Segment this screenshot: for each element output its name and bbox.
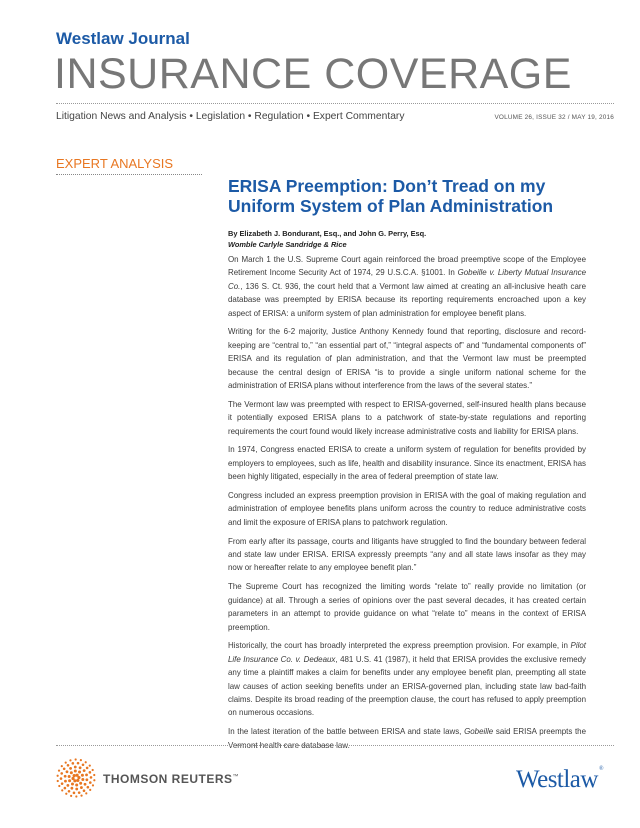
logo-dot (77, 776, 80, 779)
logo-dot (74, 770, 77, 773)
logo-dot (64, 787, 67, 790)
logo-dot (73, 792, 76, 795)
logo-dot (75, 758, 77, 760)
logo-dot (75, 788, 78, 791)
volume-issue: VOLUME 26, ISSUE 32 / MAY 19, 2016 (494, 114, 614, 121)
header-divider (56, 103, 614, 104)
logo-dot (70, 787, 73, 790)
footer-divider (56, 745, 614, 746)
logo-dot (68, 790, 71, 793)
logo-dot (67, 764, 70, 767)
paragraph-2: Writing for the 6-2 majority, Justice Anthony Kennedy found that reporting, disclosure and record-keeping are “central to,” “an essential part of,” “integral aspects of” and “fundamental components of” ERISA and its regulation of plan administration, and that the Vermont law must be preempted because the central design of ERISA “is to provide a single uniform national scheme for the administration of ERISA plans without interference from the laws of the several states.” (228, 327, 586, 391)
thomson-reuters-logo-icon (56, 758, 96, 798)
logo-dot (58, 785, 60, 787)
logo-dot (61, 789, 63, 791)
logo-dot (82, 763, 85, 766)
paragraph-8: Historically, the court has broadly interpreted the express preemption provision. For example, in Pilot Life Insurance Co. v. Dedeaux, 481 U.S. 41 (1987), it held that ERISA provides the exclusive remedy any time a plaintiff makes a claim for benefits under any employee benefit plan, preempting all state law causes of action seeking benefits under an ERISA-governed plan, including state law bad-faith claims. Despite its broad reading of the preemption clause, the court has refused to apply preemption on numerous occasions. (228, 641, 586, 718)
logo-dot (63, 768, 66, 771)
article-headline: ERISA Preemption: Don’t Tread on my Uniform System of Plan Administration (228, 176, 554, 216)
logo-dot (80, 795, 82, 797)
logo-dot (68, 775, 71, 778)
paragraph-7: The Supreme Court has recognized the limiting words “relate to” really provide no limitation (or guidance) at all. Through a series of opinions over the past several decades, it has created certain parameters in an attempt to provide guidance on what “relate to” means in the context of ERISA preemption. (228, 582, 586, 632)
logo-dot (69, 767, 72, 770)
logo-dot (70, 795, 72, 797)
byline-authors: By Elizabeth J. Bondurant, Esq., and John G. Perry, Esq. (228, 229, 427, 238)
paragraph-9: In the latest iteration of the battle between ERISA and state laws, Gobeille said ERISA preempts the Vermont health care database law. (228, 727, 587, 750)
publication-title: INSURANCE COVERAGE (54, 50, 572, 98)
publisher-name: Westlaw Journal (56, 29, 190, 48)
byline (228, 228, 426, 250)
logo-dot (58, 770, 60, 772)
paragraph-5: Congress included an express preemption provision in ERISA with the goal of making regulation and administration of employee benefits plans uniform across the country to reduce administrative costs and limit the exposure of ERISA plans to patchwork regulation. (228, 491, 586, 527)
logo-dot (79, 782, 82, 785)
logo-dot (74, 766, 77, 769)
logo-dot (93, 774, 95, 776)
logo-dot (65, 793, 67, 795)
logo-dot (78, 791, 81, 794)
logo-dot (64, 780, 67, 783)
logo-dot (89, 765, 91, 767)
logo-dot (89, 771, 92, 774)
logo-dot (80, 759, 82, 761)
logo-dot (64, 775, 67, 778)
byline-firm: Womble Carlyle Sandridge & Rice (228, 240, 347, 249)
logo-dot (72, 762, 75, 765)
logo-dot (86, 767, 89, 770)
logo-dot (60, 772, 63, 775)
logo-dot (93, 779, 95, 781)
logo-dot (87, 786, 90, 789)
logo-dot (79, 766, 82, 769)
logo-dot (85, 778, 88, 781)
logo-dot (66, 784, 69, 787)
thomson-reuters-wordmark: THOMSON REUTERS™ (103, 772, 240, 786)
section-label: EXPERT ANALYSIS (56, 156, 174, 171)
logo-dot (81, 774, 84, 777)
logo-dot (75, 795, 77, 797)
paragraph-3: The Vermont law was preempted with respect to ERISA-governed, self-insured health plans because it potentially exposed ERISA plans to a patchwork of state-by-state regulations and reporting requirements the court found would likely increase administrative costs and liability for ERISA plans. (228, 399, 586, 436)
logo-dot (85, 773, 88, 776)
logo-dot (83, 769, 86, 772)
logo-dot (92, 769, 94, 771)
logo-dot (69, 759, 71, 761)
logo-dot (85, 761, 87, 763)
logo-dot (89, 781, 92, 784)
logo-dot (71, 783, 74, 786)
logo-dot (70, 771, 73, 774)
case-name: Gobeille v. Liberty Mutual Insurance Co. (228, 268, 586, 291)
case-name: Gobeille (464, 727, 494, 737)
logo-dot (57, 775, 59, 777)
logo-dot (85, 792, 87, 794)
logo-dot (57, 780, 59, 782)
logo-dot (90, 776, 93, 779)
logo-dot (92, 784, 94, 786)
logo-dot (65, 762, 67, 764)
logo-dot (61, 782, 64, 785)
logo-dot (77, 762, 80, 765)
logo-dot (89, 789, 91, 791)
paragraph-4: In 1974, Congress enacted ERISA to create a uniform system of regulation for benefits provided by employers to employees, such as life, health and disability insurance. Since its enactment, ERISA has been highly litigated, especially in the area of federal preemption of state law. (228, 445, 586, 482)
logo-dot (73, 774, 76, 777)
logo-dot (66, 770, 69, 773)
logo-dot (60, 777, 63, 780)
case-name: Pilot Life Insurance Co. v. Dedeaux (228, 641, 586, 664)
paragraph-1: On March 1 the U.S. Supreme Court again reinforced the broad preemptive scope of the Employee Retirement Income Security Act of 1974, 29 U.S.C.A. §1001. In Gobeille v. Liberty Mutual Insurance Co., 136 S. Ct. 936, the court held that a Vermont law aimed at creating an all-inclusive heath care database was preempted by ERISA because its reporting requirements encroached upon a key aspect of ERISA: a uniform system of plan administration for employee benefit plans. (228, 255, 586, 318)
logo-dot (75, 783, 78, 786)
westlaw-logo: Westlaw® (516, 766, 604, 793)
paragraph-6: From early after its passage, courts and litigants have struggled to find the boundary between federal and state law under ERISA. ERISA expressly preempts “any and all state laws insofar as they may now or hereafter relate to any employee benefit plan.” (228, 536, 586, 573)
logo-dot (80, 786, 83, 789)
logo-dot (71, 777, 74, 780)
logo-dot (78, 770, 81, 773)
logo-dot (68, 779, 71, 782)
article-body (228, 253, 586, 757)
tagline: Litigation News and Analysis • Legislation • Regulation • Expert Commentary (56, 111, 405, 122)
section-divider (56, 174, 202, 175)
logo-dot (81, 778, 84, 781)
logo-dot (61, 765, 63, 767)
logo-dot (76, 779, 79, 782)
logo-dot (84, 783, 87, 786)
logo-dot (83, 789, 86, 792)
